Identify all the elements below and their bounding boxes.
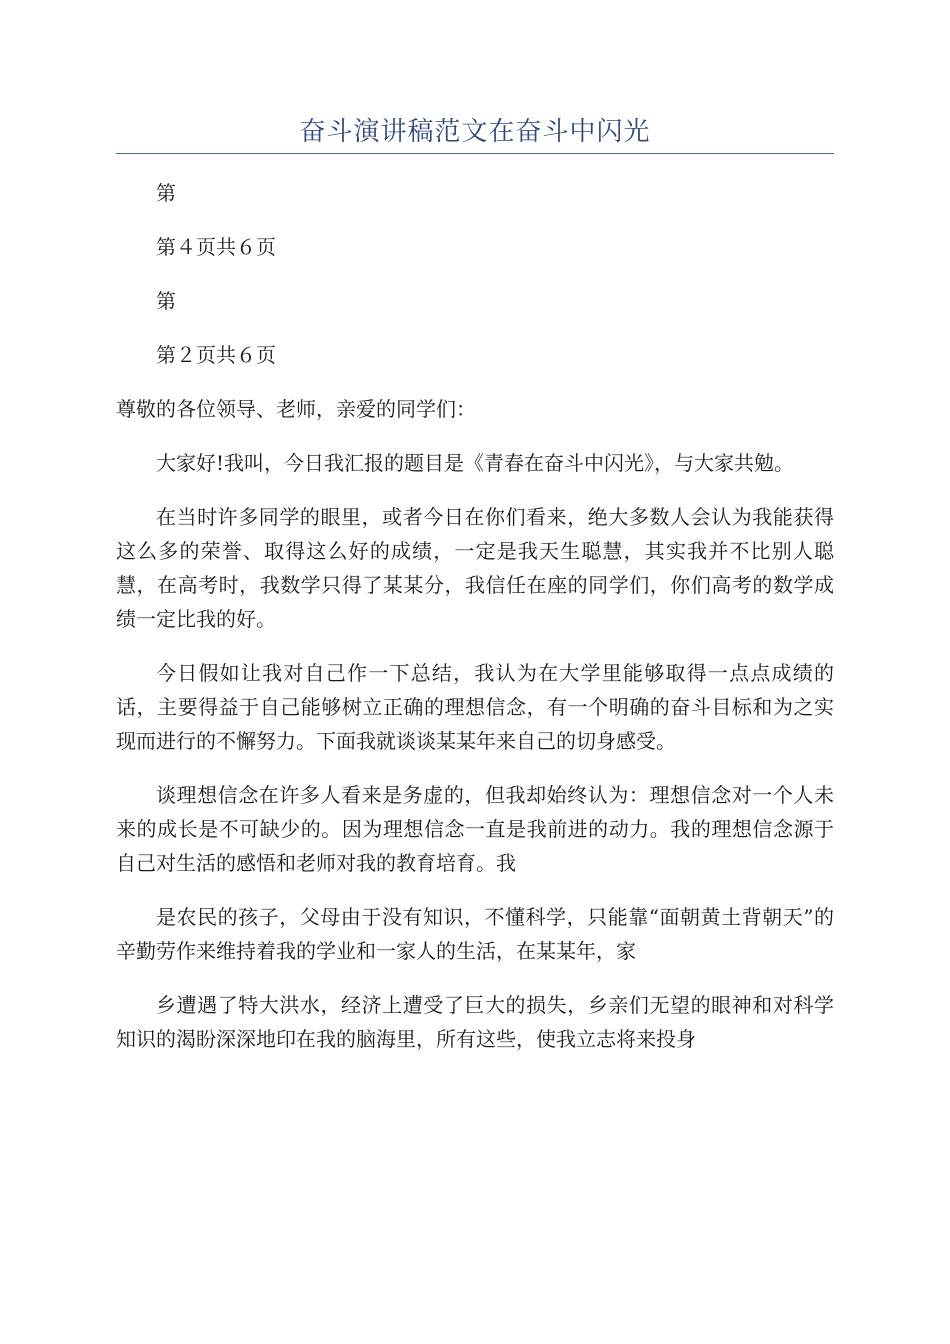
title-underline <box>116 153 834 154</box>
paragraph: 第２页共６页 <box>156 343 276 367</box>
paragraph: 大家好!我叫，今日我汇报的题目是《青春在奋斗中闪光》，与大家共勉。 <box>156 451 795 475</box>
paragraph: 第 <box>156 289 176 313</box>
document-body <box>116 176 834 1076</box>
paragraph: 今日假如让我对自己作一下总结，我认为在大学里能够取得一点点成绩的话，主要得益于自己能够树立正确的理想信念，有一个明确的奋斗目标和为之实现而进行的不懈努力。下面我就谈谈某某年来自己的切身感受。 <box>116 661 834 753</box>
paragraph: 在当时许多同学的眼里，或者今日在你们看来，绝大多数人会认为我能获得这么多的荣誉、取得这么好的成绩，一定是我天生聪慧，其实我并不比别人聪慧，在高考时，我数学只得了某某分，我信任在座的同学们，你们高考的数学成绩一定比我的好。 <box>116 505 834 631</box>
paragraph: 谈理想信念在许多人看来是务虚的，但我却始终认为：理想信念对一个人未来的成长是不可缺少的。因为理想信念一直是我前进的动力。我的理想信念源于自己对生活的感悟和老师对我的教育培育。我 <box>116 783 834 875</box>
paragraph: 是农民的孩子，父母由于没有知识，不懂科学，只能靠“面朝黄土背朝天”的辛勤劳作来维持着我的学业和一家人的生活，在某某年，家 <box>116 905 834 963</box>
salutation: 尊敬的各位领导、老师，亲爱的同学们： <box>116 397 476 421</box>
paragraph: 第 <box>156 181 176 205</box>
document-title: 奋斗演讲稿范文在奋斗中闪光 <box>299 117 651 147</box>
paragraph: 乡遭遇了特大洪水，经济上遭受了巨大的损失，乡亲们无望的眼神和对科学知识的渴盼深深地印在我的脑海里，所有这些，使我立志将来投身 <box>116 993 834 1051</box>
paragraph: 第４页共６页 <box>156 235 276 259</box>
